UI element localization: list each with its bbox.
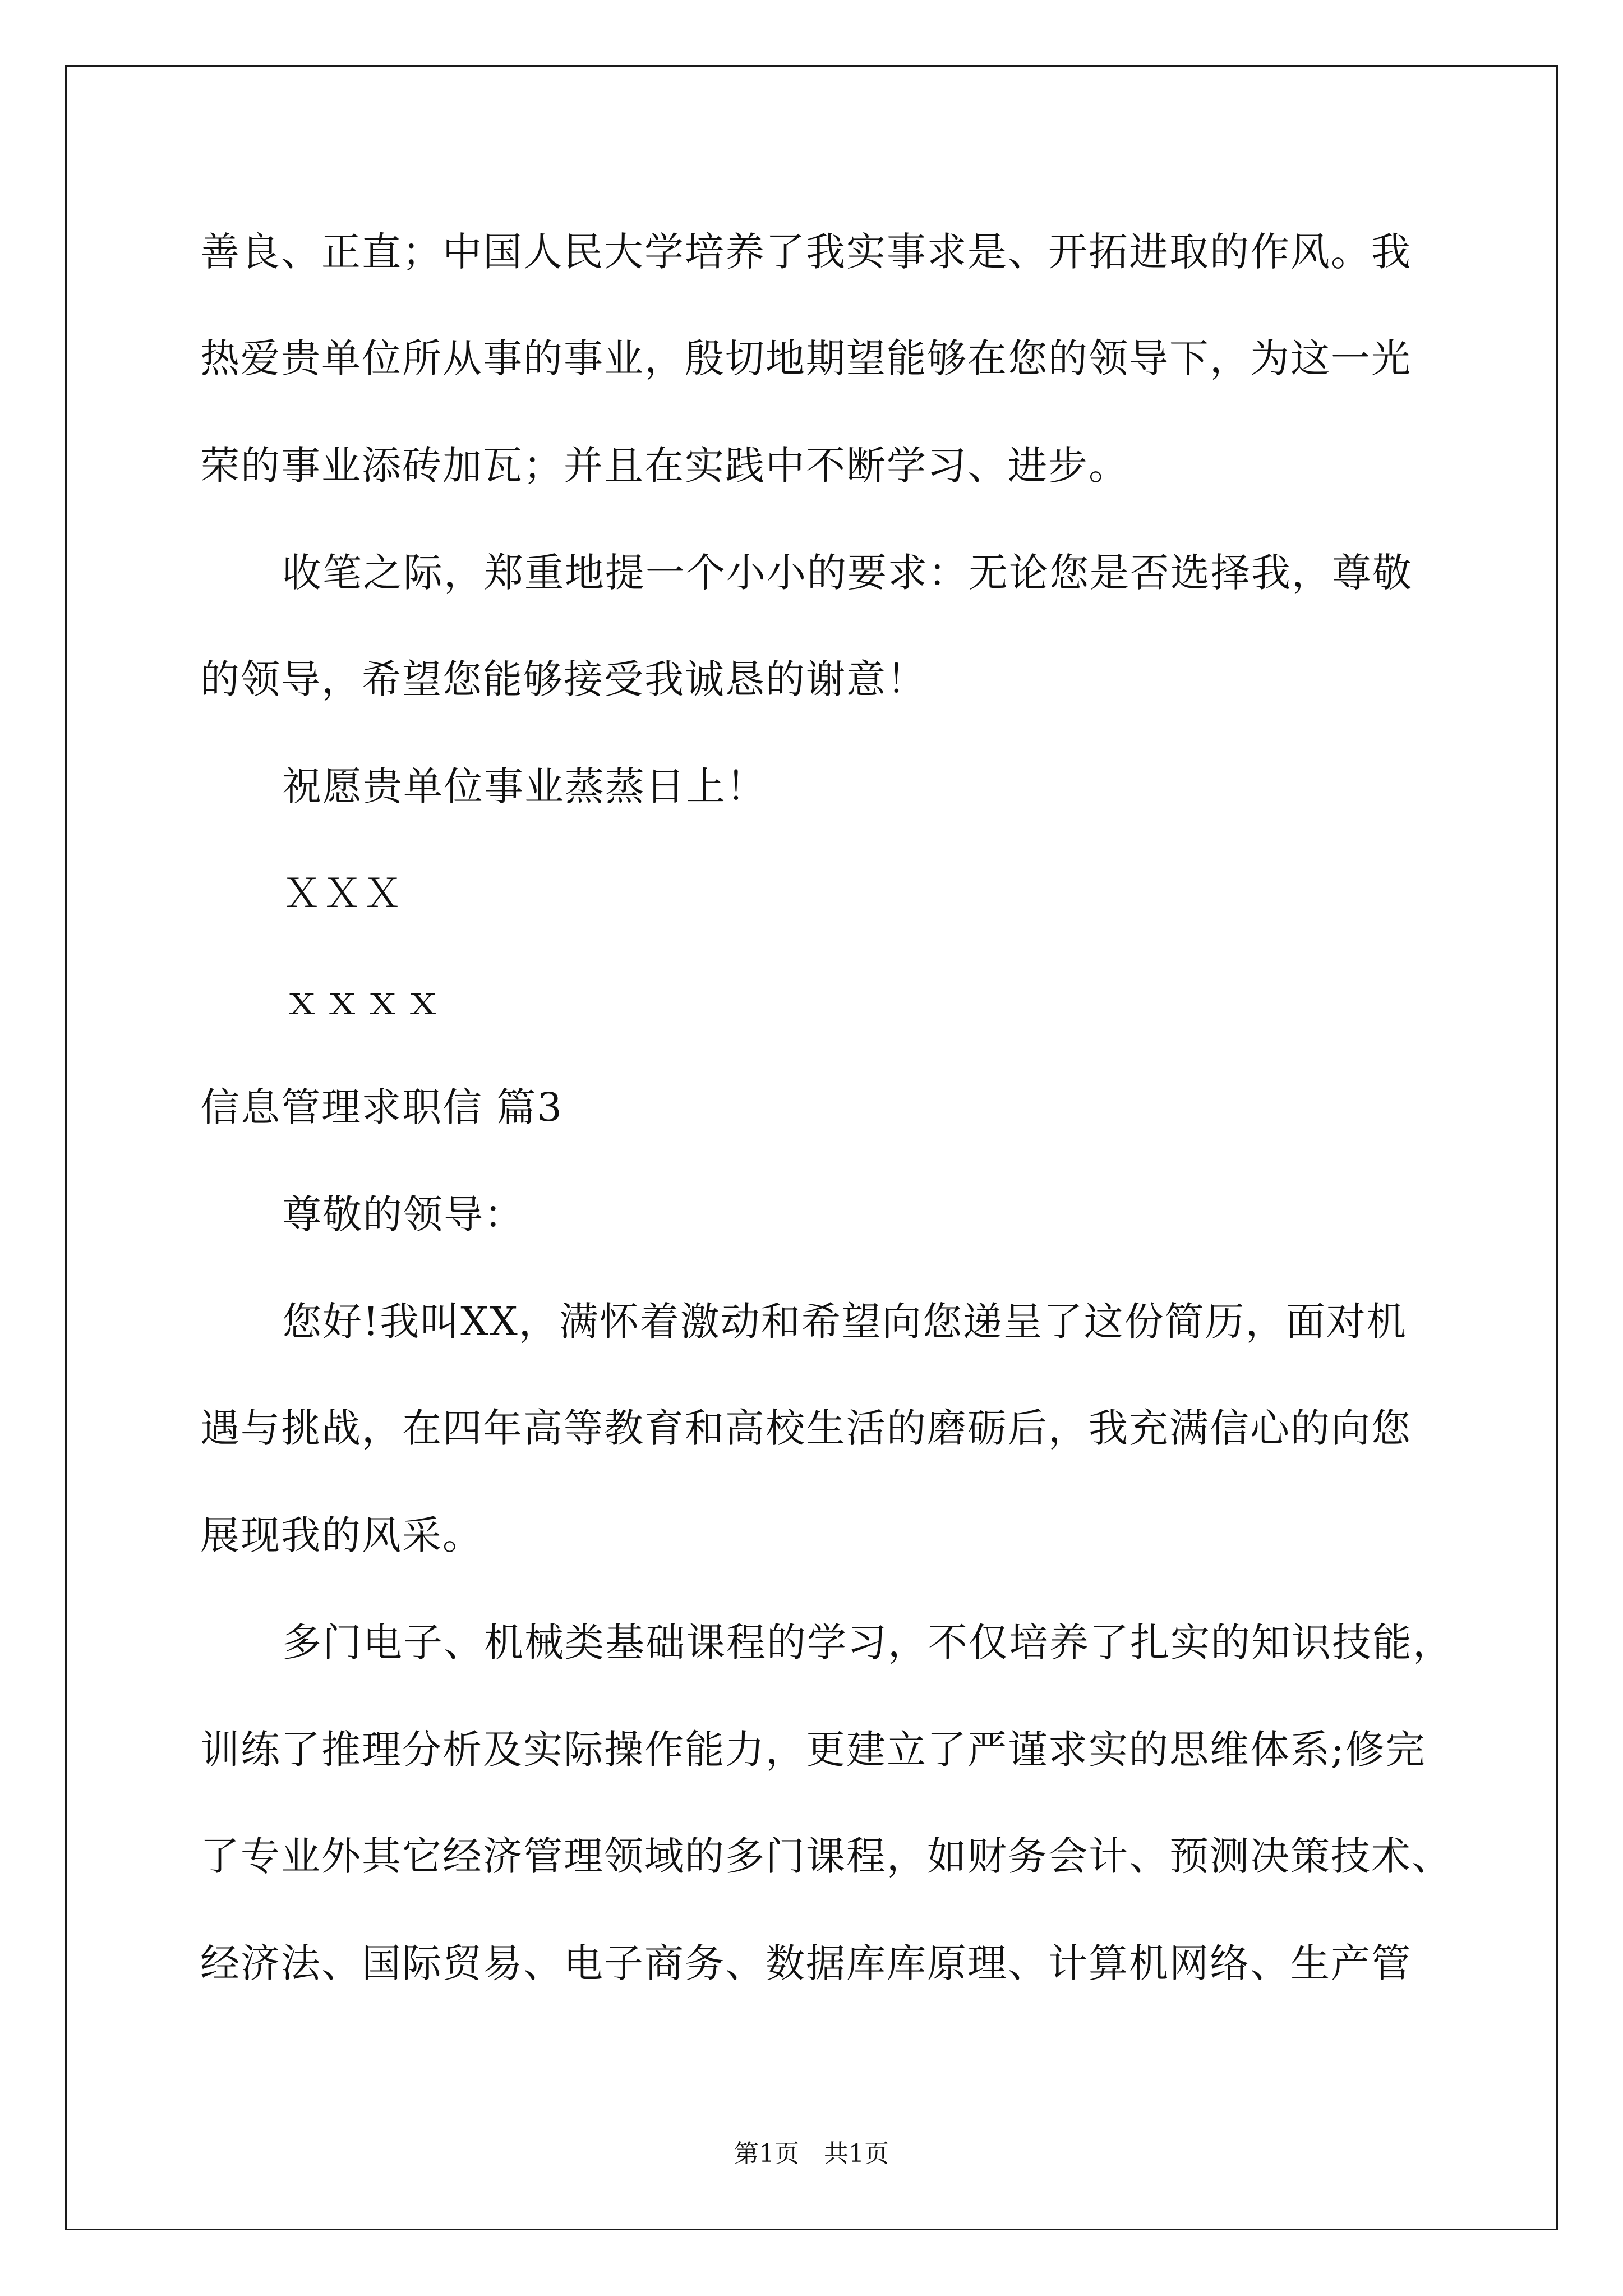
- closing-wish: 祝愿贵单位事业蒸蒸日上！: [282, 763, 767, 809]
- signature-date: ｘｘｘｘ: [282, 978, 444, 1024]
- body-line-1: 善良、正直；中国人民大学培养了我实事求是、开拓进取的作风。我: [200, 229, 1412, 275]
- salutation: 尊敬的领导：: [282, 1191, 524, 1237]
- body-line-8: 展现我的风采。: [200, 1512, 483, 1558]
- signature-name: ＸＸＸ: [282, 871, 403, 917]
- page-border: [65, 65, 1558, 2230]
- body-line-9: 多门电子、机械类基础课程的学习，不仅培养了扎实的知识技能，: [282, 1619, 1453, 1665]
- page-number-footer: 第1页 共1页: [734, 2139, 889, 2168]
- body-line-11: 了专业外其它经济管理领域的多门课程，如财务会计、预测决策技术、: [200, 1833, 1452, 1879]
- body-line-6: 您好!我叫XX，满怀着激动和希望向您递呈了这份简历，面对机: [282, 1299, 1407, 1345]
- body-line-12: 经济法、国际贸易、电子商务、数据库库原理、计算机网络、生产管: [200, 1940, 1412, 1986]
- body-line-7: 遇与挑战，在四年高等教育和高校生活的磨砺后，我充满信心的向您: [200, 1405, 1412, 1451]
- body-line-2: 热爱贵单位所从事的事业，殷切地期望能够在您的领导下，为这一光: [200, 335, 1412, 381]
- body-line-5: 的领导，希望您能够接受我诚恳的谢意！: [200, 656, 927, 702]
- body-line-10: 训练了推理分析及实际操作能力，更建立了严谨求实的思维体系;修完: [200, 1727, 1426, 1773]
- body-line-4: 收笔之际，郑重地提一个小小的要求：无论您是否选择我，尊敬: [282, 550, 1413, 596]
- body-line-3: 荣的事业添砖加瓦；并且在实践中不断学习、进步。: [200, 443, 1129, 489]
- section-heading: 信息管理求职信 篇3: [200, 1084, 563, 1130]
